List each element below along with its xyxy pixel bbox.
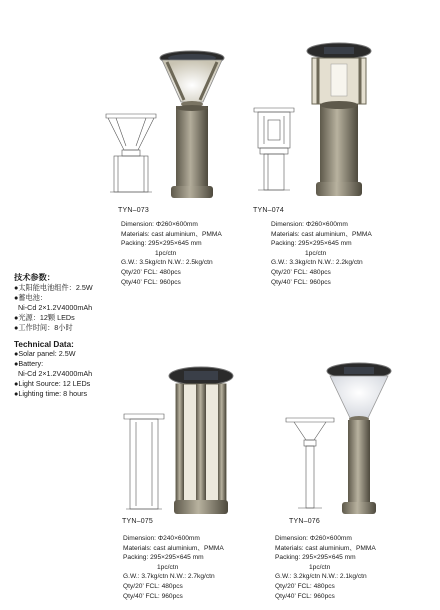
spec-weight: G.W.: 3.7kg/ctn N.W.: 2.7kg/ctn — [123, 573, 215, 581]
spec-materials: Materials: cast aluminium、PMMA — [123, 544, 224, 552]
tyn-075-lamp-image — [168, 366, 234, 518]
spec-qty20: Qty/20’ FCL: 480pcs — [123, 582, 183, 590]
tech-params-cn — [14, 272, 93, 333]
spec-weight: G.W.: 3.3kg/ctn N.W.: 2.2kg/ctn — [271, 259, 363, 267]
tech-en-line: Ni-Cd 2×1.2V4000mAh — [14, 369, 93, 378]
tyn-074-lamp-image — [306, 42, 372, 202]
spec-qty40: Qty/40’ FCL: 960pcs — [275, 592, 335, 600]
spec-block-tyn-075 — [123, 534, 224, 601]
spec-block-tyn-073 — [121, 220, 222, 287]
spec-qty40: Qty/40’ FCL: 960pcs — [271, 278, 331, 286]
spec-dimension: Dimension: Φ260×600mm — [121, 221, 198, 228]
tech-en-line: ●Solar panel: 2.5W — [14, 349, 76, 358]
tech-cn-line: ●光源：12颗 LEDs — [14, 313, 75, 322]
tyn-073-lamp-image — [159, 50, 225, 202]
spec-qty20: Qty/20’ FCL: 480pcs — [275, 582, 335, 590]
tyn-074-line-drawing — [252, 104, 296, 196]
model-label-tyn-074: TYN–074 — [253, 207, 284, 214]
spec-per-ctn: 1pc/ctn — [155, 249, 177, 257]
spec-block-tyn-074 — [271, 220, 372, 287]
tech-cn-line: ●太阳能电池组件：2.5W — [14, 283, 93, 292]
tech-en-line: ●Lighting time: 8 hours — [14, 389, 88, 398]
spec-materials: Materials: cast aluminium、PMMA — [271, 230, 372, 238]
spec-dimension: Dimension: Φ260×600mm — [271, 221, 348, 228]
tyn-073-line-drawing — [104, 110, 160, 196]
spec-dimension: Dimension: Φ260×600mm — [275, 535, 352, 542]
tyn-075-line-drawing — [122, 410, 166, 514]
spec-block-tyn-076 — [275, 534, 376, 601]
spec-packing: Packing: 295×295×645 mm — [271, 240, 352, 248]
tech-en-line: ●Light Source: 12 LEDs — [14, 379, 91, 388]
tech-data-en — [14, 340, 92, 399]
model-label-tyn-076: TYN–076 — [289, 518, 320, 525]
spec-qty40: Qty/40’ FCL: 960pcs — [123, 592, 183, 600]
model-label-tyn-075: TYN–075 — [122, 518, 153, 525]
spec-weight: G.W.: 3.2kg/ctn N.W.: 2.1kg/ctn — [275, 573, 367, 581]
spec-weight: G.W.: 3.5kg/ctn N.W.: 2.5kg/ctn — [121, 259, 213, 267]
spec-packing: Packing: 295×295×645 mm — [121, 240, 202, 248]
spec-qty40: Qty/40’ FCL: 960pcs — [121, 278, 181, 286]
spec-materials: Materials: cast aluminium、PMMA — [275, 544, 376, 552]
tech-data-en-title: Technical Data: — [14, 340, 74, 349]
tyn-076-lamp-image — [326, 362, 392, 518]
tech-params-cn-title: 技术参数： — [14, 273, 55, 282]
tech-cn-line: ●工作时间：8小时 — [14, 323, 73, 332]
tech-en-line: ●Battery: — [14, 359, 44, 368]
spec-materials: Materials: cast aluminium、PMMA — [121, 230, 222, 238]
spec-packing: Packing: 295×295×645 mm — [275, 554, 356, 562]
spec-per-ctn: 1pc/ctn — [305, 249, 327, 257]
spec-packing: Packing: 295×295×645 mm — [123, 554, 204, 562]
tech-cn-line: ●蓄电池： — [14, 293, 48, 302]
spec-qty20: Qty/20’ FCL: 480pcs — [121, 268, 181, 276]
spec-qty20: Qty/20’ FCL: 480pcs — [271, 268, 331, 276]
spec-per-ctn: 1pc/ctn — [309, 563, 331, 571]
spec-dimension: Dimension: Φ240×600mm — [123, 535, 200, 542]
tech-cn-line: Ni-Cd 2×1.2V4000mAh — [14, 303, 93, 312]
spec-per-ctn: 1pc/ctn — [157, 563, 179, 571]
model-label-tyn-073: TYN–073 — [118, 207, 149, 214]
